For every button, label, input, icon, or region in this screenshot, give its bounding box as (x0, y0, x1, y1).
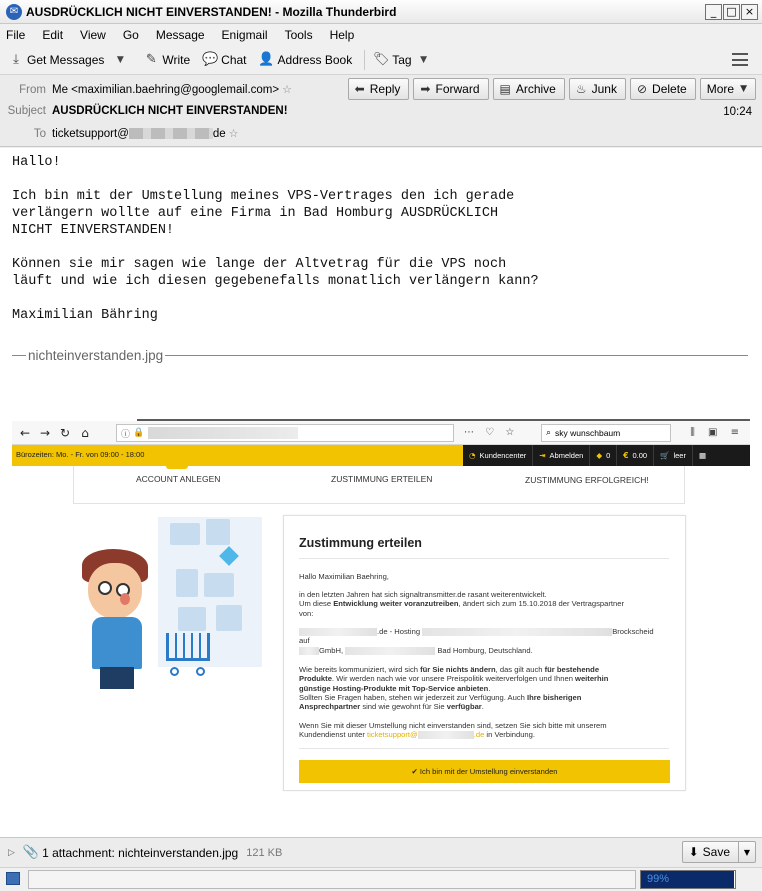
consent-card (283, 515, 686, 791)
abmelden-link: ⇥ Abmelden (533, 445, 590, 466)
menu-file[interactable]: File (6, 27, 26, 42)
paperclip-icon: 📎 (22, 845, 40, 860)
close-button[interactable]: × (741, 4, 758, 20)
page-actions-icons: ⋯ ♡ ☆ (464, 427, 519, 438)
write-label: Write (162, 52, 191, 67)
subject-label: Subject (7, 105, 46, 117)
attachment-separator (12, 348, 748, 363)
message-text: Hallo! Ich bin mit der Umstellung meines VPS-Vertrages den ich gerade verlängern wollte auf eine Firma in Bad Homburg AUSDRÜCKLICH NICHT EINVERSTANDEN! Können sie mir sagen wie lange der Altvetrag für die VPS noch läuft und wie ich diesen gegebenefalls monatlich verlängern kann? Maximilian Bähring (12, 155, 539, 323)
message-header (0, 75, 762, 147)
from-value[interactable]: Me <maximilian.baehring@googlemail.com> (52, 83, 280, 96)
star-icon[interactable]: ☆ (282, 83, 292, 96)
tag-icon: 🏷 (372, 52, 390, 67)
card-address: .de - Hosting Brockscheid auf GmbH, Bad Homburg, Deutschland. (299, 627, 654, 655)
inline-image[interactable] (12, 419, 750, 797)
to-label: To (33, 127, 46, 140)
archive-label: Archive (515, 82, 556, 96)
window-title: AUSDRÜCKLICH NICHT EINVERSTANDEN! - Mozilla Thunderbird (26, 4, 397, 19)
chevron-down-icon: ▼ (420, 54, 428, 65)
url-bar (116, 424, 454, 442)
menu-help[interactable]: Help (329, 27, 355, 42)
browser-toolbar (12, 421, 750, 445)
card-greeting: Hallo Maximilian Baehring, (299, 572, 389, 581)
reply-label: Reply (369, 82, 401, 96)
step-success: ZUSTIMMUNG ERFOLGREICH! (525, 475, 649, 485)
status-bar (0, 867, 762, 891)
tag-button[interactable] (373, 53, 434, 67)
cart-icon: 🛒 (660, 451, 670, 460)
cart-status: 🛒 leer (654, 445, 693, 466)
inline-attachment-name: nichteinverstanden.jpg (28, 348, 164, 363)
forward-arrow-icon: → (39, 425, 51, 440)
message-time: 10:24 (723, 106, 752, 118)
status-text-pane (28, 870, 636, 889)
attachment-size: 121 KB (246, 846, 283, 859)
save-attachment-button[interactable] (682, 841, 756, 863)
flag-icon: ▦ (698, 451, 707, 460)
from-label: From (19, 83, 46, 96)
more-button[interactable] (700, 78, 756, 100)
browser-search-box (541, 424, 671, 442)
site-topbar (12, 445, 750, 466)
address-book-button[interactable] (259, 53, 353, 67)
shopper-illustration (70, 511, 270, 701)
thunderbird-icon: ✉ (6, 4, 22, 20)
chevron-down-icon[interactable]: ▼ (743, 847, 751, 857)
online-status-icon[interactable] (6, 872, 20, 885)
menu-go[interactable]: Go (122, 27, 139, 42)
reply-arrow-icon: ⬅ (354, 82, 365, 96)
library-icon: ⫼ ▣ ≡ (690, 427, 744, 438)
logout-icon: ⇥ (539, 451, 546, 460)
shopping-cart-icon (166, 633, 210, 661)
step-account: ACCOUNT ANLEGEN (136, 474, 221, 484)
progress-meter (640, 870, 736, 889)
euro-icon: € (623, 451, 629, 460)
junk-label: Junk (591, 82, 617, 96)
menu-edit[interactable]: Edit (42, 27, 64, 42)
more-label: More (706, 82, 735, 96)
save-label: Save (702, 845, 730, 859)
card-paragraph-1: in den letzten Jahren hat sich signaltransmitter.de rasant weiterentwickelt. Um diese Entwicklung weiter voranzutreiben, ändert sich zum 15.10.2018 der Vertragspartner von: (299, 590, 624, 618)
support-email-link: ticketsupport@ .de (366, 730, 485, 740)
message-body (0, 148, 762, 837)
menu-view[interactable]: View (80, 27, 106, 42)
back-arrow-icon: ← (19, 425, 31, 440)
attachment-bar (0, 837, 762, 867)
ticket-icon: ◆ (596, 451, 603, 460)
write-button[interactable] (143, 53, 190, 67)
card-title: Zustimmung erteilen (299, 536, 422, 550)
dashboard-icon: ◔ (469, 451, 476, 460)
junk-button[interactable] (569, 78, 626, 100)
to-suffix[interactable]: de (212, 127, 226, 140)
chevron-down-icon: ▼ (740, 84, 747, 94)
balance: € 0.00 (617, 445, 654, 466)
search-icon: ⌕ (546, 428, 552, 438)
chat-label: Chat (221, 52, 247, 67)
kundencenter-link: ◔ Kundencenter (463, 445, 533, 466)
delete-label: Delete (652, 82, 687, 96)
agree-button: ✔ Ich bin mit der Umstellung einverstanden (299, 760, 670, 783)
office-hours: Bürozeiten: Mo. - Fr. von 09:00 - 18:00 (16, 450, 145, 459)
reply-button[interactable] (348, 78, 410, 100)
forward-arrow-icon: ➡ (420, 82, 431, 96)
tickets-count: ◆ 0 (590, 445, 617, 466)
menu-bar (0, 24, 762, 45)
redacted-url (148, 427, 298, 439)
archive-button[interactable] (493, 78, 565, 100)
main-toolbar (0, 45, 762, 75)
star-icon[interactable]: ☆ (228, 127, 239, 140)
card-paragraph-3: Wenn Sie mit dieser Umstellung nicht einverstanden sind, setzen Sie sich bitte mit unserem Kundendienst unter ticketsupport@ .de in Verbindung. (299, 721, 607, 740)
step-consent: ZUSTIMMUNG ERTEILEN (331, 474, 433, 484)
chat-bubble-icon: 💬 (202, 52, 219, 67)
archive-box-icon: ▤ (499, 82, 511, 96)
forward-label: Forward (435, 82, 480, 96)
menu-enigmail[interactable]: Enigmail (221, 27, 268, 42)
menu-message[interactable]: Message (155, 27, 205, 42)
minimize-button[interactable]: _ (705, 4, 722, 20)
pencil-icon: ✎ (145, 52, 157, 67)
no-entry-icon: ⊘ (636, 82, 648, 96)
forward-button[interactable] (413, 78, 488, 100)
lock-icon: 🔒 (133, 428, 145, 438)
card-paragraph-2: Wie bereits kommuniziert, wird sich für Sie nichts ändern, das gilt auch für bestehende Produkte. Wir werden nach wie vor unsere Preispolitik weiterverfolgen und Ihnen weiterhin günstige Hosting-Produkte mit Top-Service anbieten. Sollten Sie Fragen haben, stehen wir jederzeit zur Verfügung. Auch Ihre bisherigen Ansprechpartner sind wie gewohnt für Sie verfügbar. (299, 665, 609, 712)
download-icon: ⬇ (688, 845, 699, 859)
tag-label: Tag (392, 52, 412, 67)
toolbar-separator (364, 50, 365, 70)
window-titlebar (0, 0, 762, 24)
person-icon: 👤 (258, 52, 275, 67)
fire-icon: ♨ (575, 82, 587, 96)
get-messages-button[interactable] (8, 53, 131, 67)
delete-button[interactable] (630, 78, 696, 100)
info-icon: ⓘ (121, 429, 131, 440)
download-icon: ⤓ (13, 52, 19, 67)
home-icon: ⌂ (81, 425, 89, 440)
browser-search-text: sky wunschbaum (555, 428, 621, 438)
chevron-down-icon[interactable]: ▼ (116, 54, 124, 65)
address-book-label: Address Book (277, 52, 353, 67)
app-menu-icon[interactable] (732, 53, 748, 66)
reload-icon: ↻ (59, 425, 71, 440)
progress-text: 99% (647, 873, 670, 885)
save-button-main[interactable] (683, 842, 739, 862)
attachment-summary[interactable]: 1 attachment: nichteinverstanden.jpg (42, 845, 239, 860)
chat-button[interactable] (202, 53, 246, 67)
progress-steps (73, 466, 685, 504)
redacted-area (129, 128, 213, 139)
subject-value: AUSDRÜCKLICH NICHT EINVERSTANDEN! (52, 105, 288, 117)
to-prefix[interactable]: ticketsupport@ (52, 127, 129, 140)
menu-tools[interactable]: Tools (284, 27, 313, 42)
get-messages-label: Get Messages (27, 52, 105, 67)
expand-twisty-icon[interactable]: ▷ (8, 847, 15, 858)
maximize-button[interactable]: □ (723, 4, 740, 20)
